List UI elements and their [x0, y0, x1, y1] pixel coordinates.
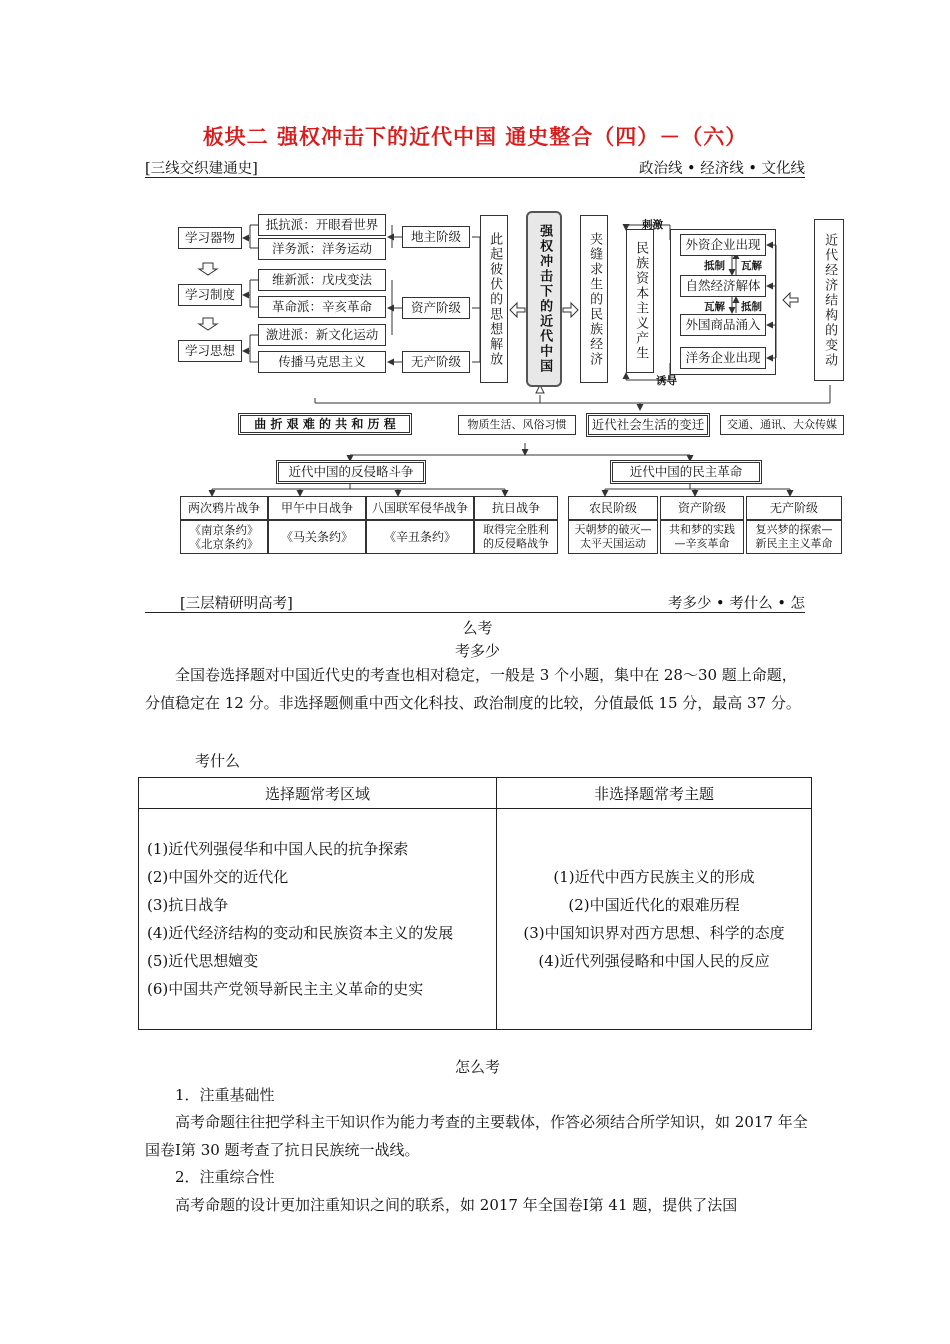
essay-topics-cell	[497, 809, 812, 1030]
list-item: (5)近代思想嬗变	[147, 952, 259, 970]
v-economic-structure: 近代经济结构的变动	[814, 219, 844, 381]
econ-westernization-enterprise: 洋务企业出现	[680, 347, 766, 369]
section-wrap: 么考	[462, 619, 493, 637]
war-sino-japanese-treaty: 《马关条约》	[268, 520, 366, 554]
label-induce: 诱导	[656, 375, 677, 387]
section-bar-timeline	[145, 157, 805, 178]
econ-foreign-goods: 外国商品涌入	[680, 314, 766, 336]
paragraph-how-much: 全国卷选择题对中国近代史的考查也相对稳定，一般是 3 个小题，集中在 28～30 题上命题，分值稳定在 12 分。非选择题侧重中西文化科技、政治制度的比较，分值最低 15 分，最高 37 分。	[145, 666, 801, 712]
label-collapse-2: 瓦解	[704, 301, 725, 313]
point-2-heading: 2．注重综合性	[175, 1168, 275, 1186]
heading-how-much: 考多少	[454, 642, 500, 660]
choice-topics-cell	[139, 809, 497, 1030]
war-sino-japanese-head: 甲午中日战争	[268, 496, 366, 520]
class-bourgeois: 资产阶级	[402, 297, 470, 319]
list-item: (4)近代经济结构的变动和民族资本主义的发展	[147, 924, 454, 942]
section-threads: 政治线 • 经济线 • 文化线	[638, 161, 805, 177]
section-bar-exam	[145, 592, 805, 613]
econ-foreign-enterprise: 外资企业出现	[680, 234, 766, 256]
learn-ideas: 学习思想	[178, 340, 242, 362]
page-title: 板块二 强权冲击下的近代中国 通史整合（四）－（六）	[202, 125, 748, 149]
section-aspects: 考多少 • 考什么 • 怎	[667, 596, 805, 612]
list-item: (2)中国近代化的艰难历程	[568, 896, 740, 914]
war-opium-treaty: 《南京条约》 《北京条约》	[180, 520, 268, 554]
thought-resistance: 抵抗派：开眼看世界	[258, 214, 386, 236]
list-item: (3)中国知识界对西方思想、科学的态度	[523, 924, 785, 942]
list-item: (1)近代中西方民族主义的形成	[553, 868, 755, 886]
thought-marxism: 传播马克思主义	[258, 351, 386, 373]
war-anti-japanese-note: 取得完全胜利 的反侵略战争	[474, 520, 558, 554]
thought-reform: 维新派：戊戌变法	[258, 269, 386, 291]
rev-bourgeois-head: 资产阶级	[660, 496, 744, 520]
label-resist-2: 抵制	[741, 301, 762, 313]
v-thought-liberation: 此起彼伏的思想解放	[480, 215, 508, 383]
exam-topics-table	[138, 777, 812, 1030]
point-1-heading: 1．注重基础性	[175, 1086, 275, 1104]
label-collapse-1: 瓦解	[741, 260, 762, 272]
rev-peasant-note: 天朝梦的破灭— 太平天国运动	[568, 520, 658, 554]
learn-systems: 学习制度	[178, 284, 242, 306]
list-item: (1)近代列强侵华和中国人民的抗争探索	[147, 840, 409, 858]
anti-aggression: 近代中国的反侵略斗争	[276, 460, 426, 484]
war-anti-japanese-head: 抗日战争	[474, 496, 558, 520]
rev-peasant-head: 农民阶级	[568, 496, 658, 520]
section-label: [三层精研明高考]	[180, 596, 293, 612]
point-2-text: 高考命题的设计更加注重知识之间的联系，如 2017 年全国卷Ⅰ第 41 题，提供了法国	[175, 1196, 738, 1214]
democratic-revolution: 近代中国的民主革命	[610, 460, 762, 484]
point-1-text: 高考命题往往把学科主干知识作为能力考查的主要载体，作答必须结合所学知识，如 2017 年全国卷Ⅰ第 30 题考查了抗日民族统一战线。	[145, 1113, 808, 1159]
list-item: (2)中国外交的近代化	[147, 868, 289, 886]
thought-revolution: 革命派：辛亥革命	[258, 296, 386, 318]
table-header: 选择题常考区域	[139, 778, 497, 809]
label-resist-1: 抵制	[704, 260, 725, 272]
war-opium-head: 两次鸦片战争	[180, 496, 268, 520]
label-stimulate: 刺激	[642, 219, 663, 231]
class-landlord: 地主阶级	[402, 226, 470, 248]
heading-how: 怎么考	[454, 1058, 500, 1076]
list-item: (4)近代列强侵略和中国人民的反应	[538, 952, 770, 970]
v-national-capitalism: 民族资本主义产生	[626, 229, 654, 373]
rev-proletariat-note: 复兴梦的探索— 新民主主义革命	[746, 520, 842, 554]
section-label: [三线交织建通史]	[145, 161, 258, 177]
list-item: (6)中国共产党领导新民主主义革命的史实	[147, 980, 424, 998]
social-change: 近代社会生活的变迁	[586, 413, 710, 437]
thought-westernization: 洋务派：洋务运动	[258, 238, 386, 260]
republic-box: 曲 折 艰 难 的 共 和 历 程	[238, 413, 412, 435]
rev-bourgeois-note: 共和梦的实践 —辛亥革命	[660, 520, 744, 554]
table-header: 非选择题常考主题	[497, 778, 812, 809]
rev-proletariat-head: 无产阶级	[746, 496, 842, 520]
war-eight-nation-head: 八国联军侵华战争	[366, 496, 474, 520]
list-item: (3)抗日战争	[147, 896, 229, 914]
war-eight-nation-treaty: 《辛丑条约》	[366, 520, 474, 554]
class-proletariat: 无产阶级	[402, 351, 470, 373]
econ-natural-economy: 自然经济解体	[680, 275, 766, 297]
thought-new-culture: 激进派：新文化运动	[258, 324, 386, 346]
social-media: 交通、通讯、大众传媒	[720, 415, 844, 435]
v-center-title: 强权冲击下的近代中国	[526, 211, 562, 387]
v-national-economy: 夹缝求生的民族经济	[580, 215, 608, 383]
learn-objects: 学习器物	[178, 227, 242, 249]
social-material: 物质生活、风俗习惯	[458, 415, 576, 435]
heading-what: 考什么	[195, 752, 241, 770]
